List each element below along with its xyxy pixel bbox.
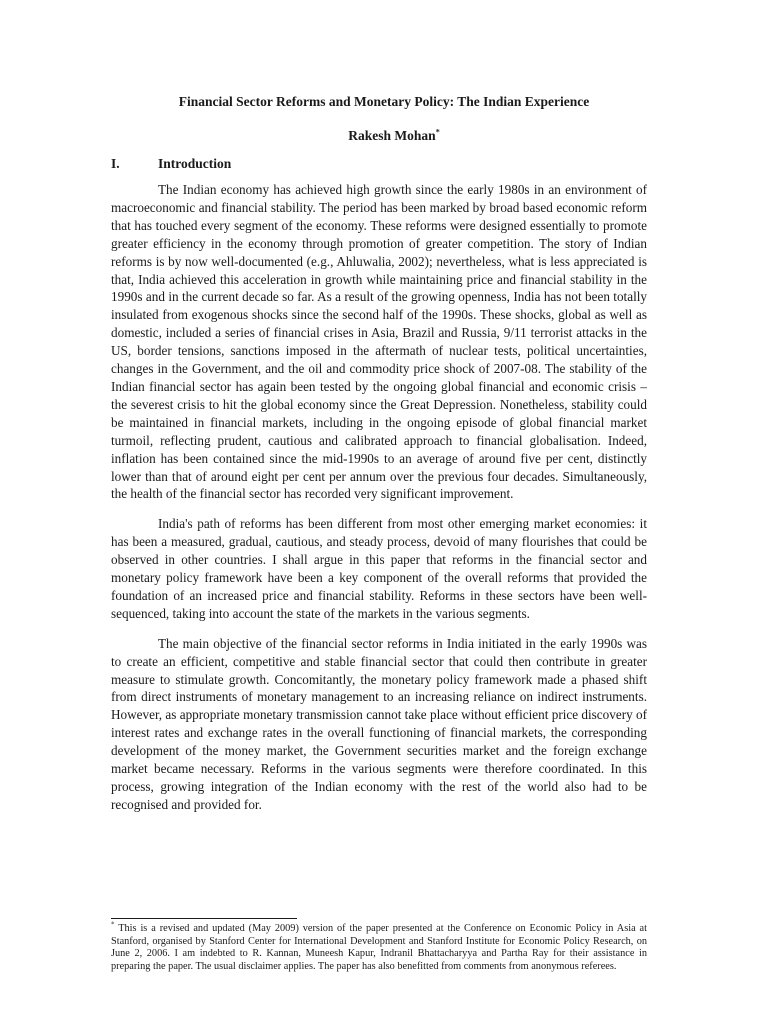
footnote-mark: * [111,920,115,929]
footnote-divider [111,918,297,919]
author-line [0,127,768,145]
paragraph: The Indian economy has achieved high growth since the early 1980s in an environment of macroeconomic and financial stability. The period has been marked by broad based economic reform that has touched every segment of the economy. These reforms were designed essentially to promote greater efficiency in the economy through promotion of greater competition. The story of Indian reforms is by now well-documented (e.g., Ahluwalia, 2002); nevertheless, what is less appreciated is that, India achieved this acceleration in growth while maintaining price and financial stability in the 1990s and in the current decade so far. As a result of the growing openness, India has not been totally insulated from exogenous shocks since the second half of the 1990s. These shocks, global as well as domestic, included a series of financial crises in Asia, Brazil and Russia, 9/11 terrorist attacks in the US, border tensions, sanctions imposed in the aftermath of nuclear tests, political uncertainties, changes in the Government, and the oil and commodity price shock of 2007-08. The stability of the Indian financial sector has again been tested by the ongoing global financial and economic crisis – the severest crisis to hit the global economy since the Great Depression. Nonetheless, stability could be maintained in financial markets, including in the ongoing episode of global financial market turmoil, reflecting prudent, cautious and calibrated approach to financial globalisation. Indeed, inflation has been contained since the mid-1990s to an average of around five per cent, distinctly lower than that of around eight per cent per annum over the previous four decades. Simultaneously, the health of the financial sector has recorded very significant improvement. [111,182,647,502]
paper-title: Financial Sector Reforms and Monetary Policy: The Indian Experience [178,94,590,109]
paragraph: India's path of reforms has been different from most other emerging market economies: it has been a measured, gradual, cautious, and steady process, devoid of many flourishes that could be observed in other countries. I shall argue in this paper that reforms in the financial sector and monetary policy framework have been a key component of the overall reforms that provided the foundation of an increased price and financial stability. Reforms in these sectors have been well-sequenced, taking into account the state of the markets in the various segments. [111,516,647,621]
section-heading [111,155,231,173]
paragraph: The main objective of the financial sector reforms in India initiated in the early 1990s was to create an efficient, competitive and stable financial sector that could then contribute in greater measure to stimulate growth. Concomitantly, the monetary policy framework made a phased shift from direct instruments of monetary management to an increasing reliance on indirect instruments. However, as appropriate monetary transmission cannot take place without efficient price discovery of interest rates and exchange rates in the overall functioning of financial markets, the corresponding development of the money market, the Government securities market and the foreign exchange market became necessary. Reforms in the various segments were therefore coordinated. In this process, growing integration of the Indian economy with the rest of the world also had to be recognised and provided for. [111,635,647,812]
author-name: Rakesh Mohan [348,128,436,143]
section-title: Introduction [158,156,232,171]
footnote [111,920,647,973]
body-text [111,181,647,826]
section-number: I. [111,156,120,171]
footnote-text: This is a revised and updated (May 2009) version of the paper presented at the Conference on Economic Policy in Asia at Stanford, organised by Stanford Center for International Development and Stanford Institute for Economic Policy Research, on June 2, 2006. I am indebted to R. Kannan, Muneesh Kapur, Indranil Bhattacharyya and Partha Ray for their assistance in preparing the paper. The usual disclaimer applies. The paper has also benefitted from comments from anonymous referees. [111,923,647,972]
author-footnote-mark[interactable]: * [435,127,440,137]
